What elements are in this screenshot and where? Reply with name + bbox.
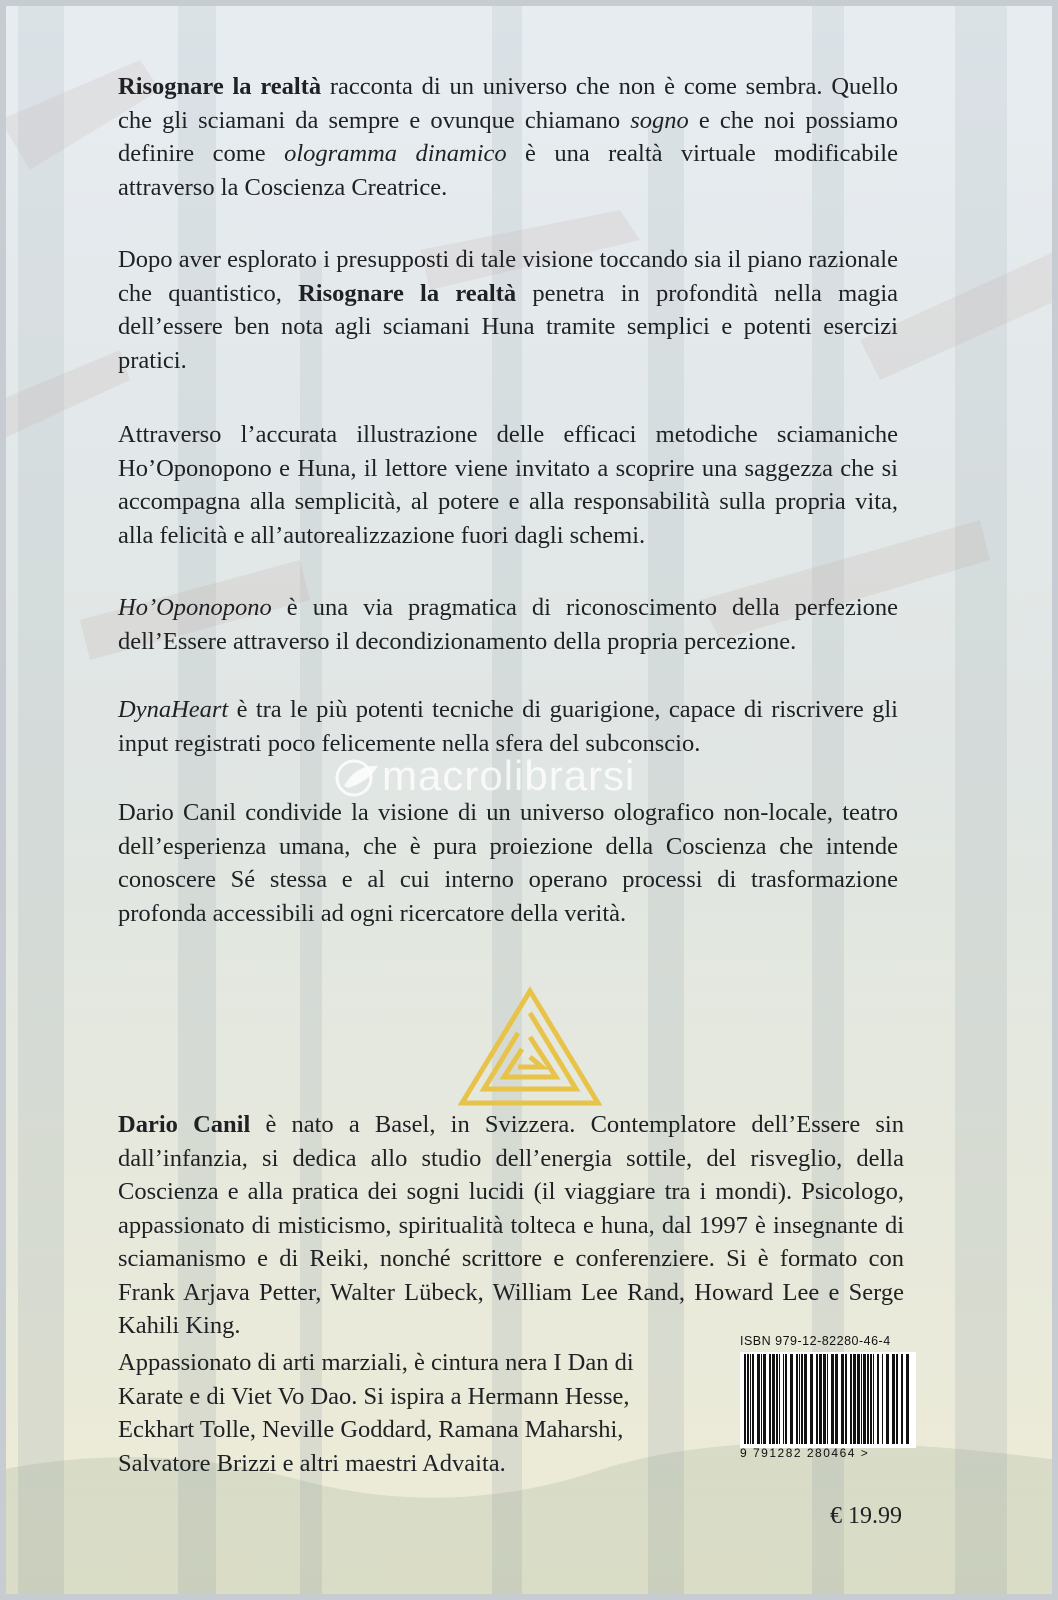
isbn-label: ISBN 979-12-82280-46-4 xyxy=(740,1334,891,1348)
price-label: € 19.99 xyxy=(830,1503,902,1529)
author-name: Dario Canil xyxy=(118,1111,251,1138)
author-bio-continued: Appassionato di arti marziali, è cintura nera I Dan di Karate e di Viet Vo Dao. Si ispira a Hermann Hesse, Eckhart Tolle, Neville Goddard, Ramana Maharshi, Salvatore Brizzi e altri maestri Advaita. xyxy=(118,1349,634,1477)
spiral-triangle-logo xyxy=(458,985,602,1109)
watermark-leaf-icon xyxy=(334,758,386,798)
intro-paragraph: Risognare la realtà racconta di un universo che non è come sembra. Quello che gli sciamani da sempre e ovunque chiamano sogno e che noi possiamo definire come ologramma dinamico è una realtà virtuale modificabile attraverso la Coscienza Creatrice. xyxy=(118,73,898,201)
paragraph-3: Attraverso l’accurata illustrazione delle efficaci metodiche sciamaniche Ho’Oponopono e Huna, il lettore viene invitato a scoprire una saggezza che si accompagna alla semplicità, al potere e alla responsabilità sulla propria vita, alla felicità e all’autorealizzazione fuori dagli schemi. xyxy=(118,421,898,549)
barcode xyxy=(740,1352,916,1448)
author-bio-paragraph: Dario Canil è nato a Basel, in Svizzera. Contemplatore dell’Essere sin dall’infanzia, si dedica allo studio dell’energia sottile, del risveglio, della Coscienza e alla pratica dei sogni lucidi (il viaggiare tra i mondi). Psicologo, appassionato di misticismo, spiritualità tolteca e huna, dal 1997 è insegnante di sciamanismo e di Reiki, nonché scrittore e conferenziere. Si è formato con Frank Arjava Petter, Walter Lübeck, William Lee Rand, Howard Lee e Serge Kahili King. xyxy=(118,1111,904,1339)
paragraph-6: Dario Canil condivide la visione di un universo olografico non-locale, teatro dell’esperienza umana, che è pura proiezione della Coscienza che intende conoscere Sé stessa e al cui interno operano processi di trasformazione profonda accessibili ad ogni ricercatore della verità. xyxy=(118,799,898,927)
paragraph-2: Dopo aver esplorato i presupposti di tale visione toccando sia il piano razionale che quantistico, Risognare la realtà penetra in profondità nella magia dell’essere ben nota agli sciamani Huna tramite semplici e potenti esercizi pratici. xyxy=(118,246,898,374)
barcode-bars xyxy=(740,1352,916,1448)
barcode-digits: 9 791282 280464 > xyxy=(740,1446,870,1460)
watermark-text: macrolibrarsi xyxy=(382,752,636,799)
paragraph-4: Ho’Oponopono è una via pragmatica di riconoscimento della perfezione dell’Essere attraverso il decondizionamento della propria percezione. xyxy=(118,594,898,655)
paragraph-5: DynaHeart è tra le più potenti tecniche di guarigione, capace di riscrivere gli input registrati poco felicemente nella sfera del subconscio. xyxy=(118,696,898,757)
book-title-bold: Risognare la realtà xyxy=(118,73,322,100)
